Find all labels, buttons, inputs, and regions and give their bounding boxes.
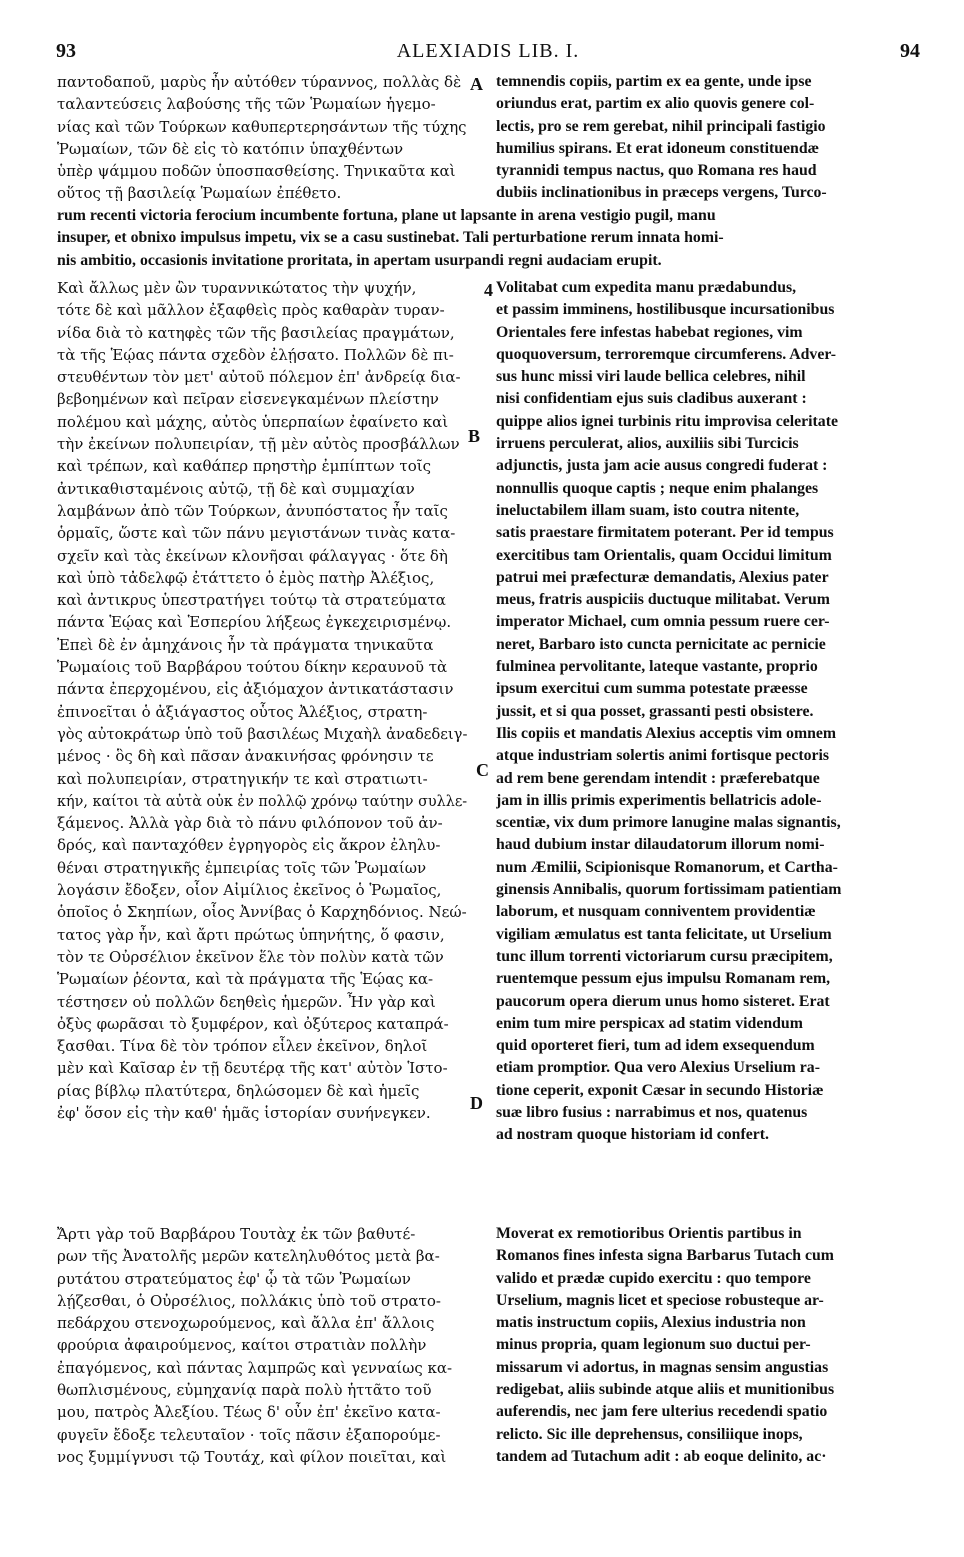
text-line: νίδα διὰ τὸ κατηφὲς τῶν τῆς βασιλείας πραγμάτων, — [57, 323, 455, 342]
text-line: scentiæ, vix dum primore lanugine malas signantis, — [496, 814, 841, 832]
text-line: neret, Barbaro isto cuncta pernicitate ac pernicie — [496, 635, 826, 653]
text-line: ad nostram quoque historiam id confert. — [496, 1126, 769, 1144]
text-line: etiam promptior. Qua vero Alexius Urselium ra- — [496, 1059, 820, 1077]
text-line: ταλαντεύσεις λαβούσης τῆς τῶν Ῥωμαίων ἡγεμο- — [57, 95, 436, 114]
text-line: πάντα ἐπερχομένου, εἰς ἀξιόμαχον ἀντικατάστασιν — [57, 680, 454, 699]
text-line: γὸς αὐτοκράτωρ ὑπὸ τοῦ βασιλέως Μιχαὴλ ἀναδεδειγ- — [57, 724, 468, 743]
text-line: insuper, et obnixo impulsus impetu, vix se a casu sustinebat. Tali perturbatione rerum innata homi- — [57, 229, 724, 247]
text-line: meus, fratris auspiciis ductuque militabat. Verum — [496, 591, 830, 609]
text-line: λογάσιν ἔδοξεν, οἷον Αἰμίλιος ἐκεῖνος ὁ Ῥωμαῖος, — [57, 881, 442, 900]
text-line: tunc illum torrenti victoriarum cursu præcipitem, — [496, 947, 833, 965]
text-line: ρων τῆς Ἀνατολῆς μερῶν κατεληλυθότος μετὰ βα- — [57, 1247, 440, 1266]
running-title: ALEXIADIS LIB. I. — [396, 40, 580, 62]
text-line: φυγεῖν ἔδοξε τελευταῖον · τοῖς πᾶσιν ἐξαπορούμε- — [57, 1425, 441, 1444]
text-line: Orientales fere infestas habebat regiones, vim — [496, 323, 803, 341]
text-line: μένος · ὃς δὴ καὶ πᾶσαν ἀνακινήσας φρόνησιν τε — [57, 747, 434, 766]
text-line: dubiis inclinationibus in præceps vergens, Turco- — [496, 184, 827, 202]
text-line: θωπλισμένους, εὐμηχανίᾳ παρὰ πολὺ ἡττᾶτο τοῦ — [57, 1381, 432, 1400]
section-number: 4 — [484, 280, 493, 300]
text-line: βεβοημένων καὶ πεῖραν εἰσενεγκαμένων πλείστην — [57, 390, 439, 409]
text-line: πολέμου καὶ μάχης, αὐτὸς ὑπερπαίων ἐφαίνετο καὶ — [57, 412, 449, 431]
text-line: ipsum exercitui cum summa potestate præesse — [496, 680, 808, 698]
text-line: humilius spirans. Et erat idoneum constituendæ — [496, 139, 820, 157]
text-line: κήν, καίτοι τὰ αὐτὰ οὐκ ἐν πολλῷ χρόνῳ ταύτην συλλε- — [57, 791, 468, 810]
text-line: et passim imminens, hostilibusque incursationibus — [496, 301, 835, 319]
text-line: jussit, et si qua posset, grassanti pesti obsistere. — [496, 702, 814, 720]
text-line: νος ξυμμίγνυσι τῷ Τουτάχ, καὶ φίλον ποιεῖται, καὶ — [57, 1447, 447, 1466]
text-line: lectis, pro se rem gerebat, nihil principali fastigio — [496, 117, 826, 135]
text-line: nisi confidentiam ejus suis cladibus auxerant : — [496, 390, 807, 408]
latin-column-top — [496, 71, 908, 205]
text-line: sus hunc missi viri laude bellica celebres, nihil — [496, 368, 806, 386]
margin-marker-c: C — [476, 760, 489, 780]
text-line: enim tum mire perspicax ad statim videndum — [496, 1014, 803, 1032]
text-line: μὲν καὶ Καῖσαρ ἐν τῇ δευτέρᾳ τῆς κατ' αὐτὸν Ἱστο- — [57, 1059, 448, 1078]
text-line: quoquoversum, terroremque circumferens. Adver- — [496, 345, 837, 363]
latin-column-main — [496, 277, 908, 1147]
text-line: Moverat ex remotioribus Orientis partibus in — [496, 1225, 802, 1242]
text-line: fulminea pervolitante, lateque vastante, proprio — [496, 658, 818, 676]
text-line: σχεῖν καὶ τὰς ἐκείνων κλονῆσαι φάλαγγας · ὅτε δὴ — [57, 546, 448, 565]
text-line: haud dubium instar dilaudatorum illorum nomi- — [496, 836, 825, 854]
margin-marker-a: A — [470, 74, 483, 94]
text-line: patrui mei præfecturæ demandatis, Alexius pater — [496, 568, 829, 586]
text-line: οὕτος τῇ βασιλείᾳ Ῥωμαίων ἐπέθετο. — [57, 184, 342, 203]
greek-column-main — [57, 277, 467, 1124]
text-line: quippe alios ignei turbinis ritu improvisa celeritate — [496, 412, 838, 430]
text-line: ξάμενος. Ἀλλὰ γὰρ διὰ τὸ πάνυ φιλόπονον τοῦ ἀν- — [57, 814, 443, 833]
text-line: τὰ τῆς Ἑῴας πάντα σχεδὸν ἐλῄσατο. Πολλῶν δὲ πι- — [57, 345, 454, 364]
text-line: nonnullis quoque captis ; neque enim phalanges — [496, 479, 819, 497]
text-line: ὁποῖος ὁ Σκηπίων, οἷος Ἀννίβας ὁ Καρχηδόνιος. Νεώ- — [57, 903, 467, 922]
text-line: ἐπινοεῖται ὁ ἀξιάγαστος οὗτος Ἀλέξιος, στρατη- — [57, 702, 428, 721]
text-line: καὶ ὑπὸ τἀδελφῷ ἐτάττετο ὁ ἐμὸς πατὴρ Ἀλέξιος, — [57, 568, 435, 587]
text-line: irruens perculerat, alios, auxiliis sibi Turcicis — [496, 435, 799, 453]
text-line: ὑπὲρ ψάμμου ποδῶν ὑποσπασθείσης. Τηνικαῦτα καὶ — [57, 162, 456, 181]
text-line: φρούρια ἀφαιρούμενος, καίτοι στρατιὰν πολλὴν — [57, 1336, 427, 1355]
text-line: τέστησεν οὐ πολλῶν δεηθεὶς ἡμερῶν. Ἦν γὰρ καὶ — [57, 992, 436, 1011]
text-line: Romanos fines infesta signa Barbarus Tutach cum — [496, 1247, 834, 1265]
text-line: ὁρμαῖς, ὥστε καὶ τῶν πάνυ μεγιστάνων τινὰς κατα- — [57, 524, 456, 543]
text-line: Ilis copiis et mandatis Alexius acceptis vim omnem — [496, 724, 837, 742]
text-line: τὸν τε Οὐρσέλιον ἐκεῖνον ἕλε τὸν πολὺν κατὰ τῶν — [57, 947, 444, 966]
text-line: ἐπαγόμενος, καὶ πάντας λαμπρῶς καὶ γενναίως κα- — [57, 1358, 453, 1377]
text-line: vigiliam æmulatus est tanta felicitate, ut Urselium — [496, 925, 832, 943]
text-line: exercitibus tam Orientalis, quam Occidui limitum — [496, 546, 832, 564]
text-line: μου, πατρὸς Ἀλεξίου. Τέως δ' οὖν ἐπ' ἐκεῖνο κατα- — [57, 1403, 441, 1422]
text-line: minus propria, quam legionum suo ductui per- — [496, 1336, 811, 1354]
text-line: Ῥωμαίων, τῶν δὲ εἰς τὸ κατόπιν ὑπαχθέντων — [57, 139, 404, 158]
text-line: λῄζεσθαι, ὁ Οὐρσέλιος, πολλάκις ὑπὸ τοῦ στρατο- — [57, 1291, 441, 1310]
text-line: δρός, καὶ πανταχόθεν ἐγρηγορὸς εἰς ἄκρον ἐληλυ- — [57, 836, 441, 855]
text-line: redigebat, aliis subinde atque aliis et munitionibus — [496, 1381, 835, 1399]
text-line: ρυτάτου στρατεύματος ἐφ' ᾧ τὰ τῶν Ῥωμαίων — [57, 1269, 411, 1288]
text-line: tandem ad Tutachum adit : ab eoque delinitο, ac· — [496, 1447, 827, 1465]
text-line: matis instructum copiis, Alexius industria non — [496, 1314, 806, 1332]
text-line: paucorum opera dierum unus homo sisteret. Erat — [496, 992, 830, 1010]
text-line: τὴν ἐκείνων πολυπειρίαν, τῇ μὲν αὐτὸς προσβάλλων — [57, 435, 460, 454]
text-line: ἐφ' ὅσον εἰς τὴν καθ' ἡμᾶς ἱστορίαν συνήνεγκεν. — [57, 1103, 431, 1122]
text-line: Καὶ ἄλλως μὲν ὢν τυραννικώτατος τὴν ψυχήν, — [57, 279, 417, 297]
page-number-left: 93 — [56, 40, 76, 62]
text-line: satis praestare firmitatem poterant. Per id tempus — [496, 524, 834, 542]
text-line: καὶ πολυπειρίαν, στρατηγικήν τε καὶ στρατιωτι- — [57, 769, 428, 788]
text-line: θέναι στρατηγικῆς ἐμπειρίας τοῖς τῶν Ῥωμαίων — [57, 858, 427, 877]
text-line: missarum vi adortus, in magnas sensim angustias — [496, 1358, 829, 1376]
text-line: quid oporteret fieri, tum ad idem exsequendum — [496, 1037, 815, 1055]
greek-column-top — [57, 71, 467, 205]
text-line: ρίας βίβλῳ πλατύτερα, δηλώσομεν δὲ καὶ ἡμεῖς — [57, 1081, 420, 1100]
text-line: ruentemque pessum ejus impulsu Romanam rem, — [496, 970, 831, 988]
text-line: ξασθαι. Τίνα δὲ τὸν τρόπον εἷλεν ἐκεῖνον, δηλοῖ — [57, 1037, 428, 1056]
text-line: τότε δὲ καὶ μᾶλλον ἐξαφθεὶς πρὸς καθαρὰν τυραν- — [57, 301, 445, 320]
text-line: στευθέντων τὸν μετ' αὐτοῦ πόλεμον ἐπ' ἀνδρείᾳ δια- — [57, 368, 461, 387]
text-line: relicto. Sic ille deprehensus, consiliique inops, — [496, 1425, 803, 1443]
page-number-right: 94 — [900, 40, 920, 62]
text-line: laborum, et nusquam conniventem providentiæ — [496, 903, 816, 921]
text-line: nis ambitio, occasionis invitatione proritata, in apertam usurpandi regni audaciam erupit. — [57, 251, 662, 269]
text-line: ὀξὺς φωρᾶσαι τὸ ξυμφέρον, καὶ ὀξύτερος καταπρά- — [57, 1014, 449, 1033]
text-line: tione ceperit, exponit Cæsar in secundo Historiæ — [496, 1081, 824, 1099]
text-line: ineluctabilem illam suam, isto coutra nitente, — [496, 501, 800, 519]
text-line: adjunctis, justa jam acie ausus congredi fuderat : — [496, 457, 828, 475]
margin-marker-b: B — [468, 426, 481, 446]
text-line: imperator Michael, cum omnia pessum ruere cer- — [496, 613, 830, 631]
text-line: παντοδαποῦ, μαρὺς ἦν αὐτόθεν τύραννος, πολλὰς δὲ — [57, 73, 462, 91]
text-line: valido et prædæ cupido exercitu : quo tempore — [496, 1269, 811, 1287]
text-line: τατος γὰρ ἦν, καὶ ἄρτι πρώτως ὑπηνήτης, ὅ φασιν, — [57, 925, 445, 944]
greek-column-bottom — [57, 1223, 467, 1468]
text-line: Volitabat cum expedita manu prædabundus, — [496, 279, 797, 296]
text-line: καὶ τρέπων, καὶ καθάπερ πρηστὴρ ἐμπίπτων τοῖς — [57, 457, 432, 476]
latin-column-bottom — [496, 1223, 908, 1468]
text-line: Urselium, magnis licet et speciose robusteque ar- — [496, 1291, 824, 1309]
text-line: temnendis copiis, partim ex ea gente, unde ipse — [496, 73, 812, 90]
running-header — [56, 40, 920, 64]
text-line: rum recenti victoria ferocium incumbente fortuna, plane ut lapsante in arena vestigio pugil, manu — [57, 207, 716, 224]
text-line: jam in illis primis experimentis bellatricis adole- — [496, 791, 822, 809]
text-line: πεδάρχου στενοχωρούμενος, καὶ ἄλλα ἐπ' ἄλλοις — [57, 1314, 435, 1333]
text-line: auferendis, nec jam fere ulterius recedendi spatio — [496, 1403, 828, 1421]
text-line: Ἄρτι γὰρ τοῦ Βαρβάρου Τουτὰχ ἐκ τῶν βαθυτέ- — [57, 1225, 416, 1243]
text-line: tyrannidi tempus nactus, quo Romana res haud — [496, 162, 817, 180]
text-line: oriundus erat, partim ex alio quovis genere col- — [496, 95, 815, 113]
text-line: νίας καὶ τῶν Τούρκων καθυπερτερησάντων τῆς τύχης — [57, 117, 467, 136]
text-line: πάντα Ἑῴας καὶ Ἑσπερίου λήξεως ἐγκεχειρισμένῳ. — [57, 613, 452, 632]
text-line: λαμβάνων ἀπὸ τῶν Τούρκων, ἀνυπόστατος ἦν ταῖς — [57, 501, 448, 520]
text-line: Ῥωμαίων ῥέοντα, καὶ τὰ πράγματα τῆς Ἑῴας κα- — [57, 970, 434, 989]
text-line: ἀντικαθισταμένοις αὐτῷ, τῇ δὲ καὶ συμμαχίαν — [57, 479, 415, 498]
text-line: ad rem bene gerendam intendit : præferebatque — [496, 769, 820, 787]
text-line: ginensis Annibalis, quorum fortissimam patientiam — [496, 881, 842, 899]
margin-marker-d: D — [470, 1093, 483, 1113]
text-line: atque industriam solertis animi fortisque pectoris — [496, 747, 830, 765]
text-line: καὶ ἀντικρυς ὑπεστρατήγει τούτῳ τὰ στρατεύματα — [57, 591, 446, 610]
latin-full-width — [57, 205, 908, 272]
text-line: suæ libro fusius : narrabimus et nos, quatenus — [496, 1103, 808, 1121]
text-line: Ἐπεὶ δὲ ἐν ἀμηχάνοις ἦν τὰ πράγματα τηνικαῦτα — [57, 635, 434, 654]
text-line: num Æmilii, Scipionisque Romanorum, et Cartha- — [496, 858, 838, 876]
text-line: Ῥωμαίοις τοῦ Βαρβάρου τούτου δίκην κεραυνοῦ τὰ — [57, 658, 448, 677]
